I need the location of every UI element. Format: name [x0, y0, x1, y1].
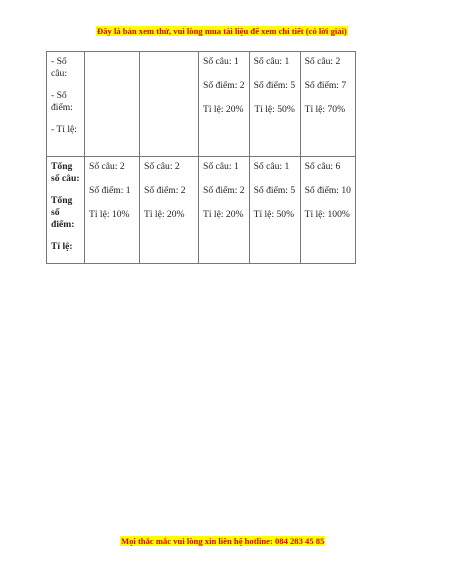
- label-tong-so-diem: Tổng số điểm:: [51, 195, 75, 230]
- header-notice: Đây là bản xem thử, vui lòng mua tài liệu để xem chi tiết (có lời giải): [97, 26, 347, 36]
- cell-ti-le: Tỉ lệ: 20%: [203, 209, 244, 220]
- cell-so-diem: Số điểm: 2: [203, 185, 245, 196]
- cell-ti-le: Tỉ lệ: 50%: [254, 104, 295, 115]
- table-cell: [140, 157, 199, 264]
- cell-so-diem: Số điểm: 2: [203, 80, 245, 91]
- cell-so-diem: Số điểm: 5: [253, 185, 296, 196]
- label-so-diem: - Số điểm:: [51, 90, 73, 113]
- table-cell: [199, 52, 250, 157]
- table-cell: [300, 52, 355, 157]
- table-cell: [300, 157, 355, 264]
- cell-ti-le: Tỉ lệ: 10%: [89, 209, 130, 220]
- cell-so-diem: Số điểm: 5: [253, 80, 296, 91]
- footer-hotline-notice: Mọi thắc mắc vui lòng xin liên hệ hotline: 084 283 45 85: [121, 536, 325, 546]
- cell-so-cau: Số câu: 1: [203, 161, 239, 172]
- cell-so-cau: Số câu: 2: [89, 161, 125, 172]
- table-cell: [199, 157, 250, 264]
- cell-so-diem: Số điểm: 10: [304, 185, 351, 196]
- cell-ti-le: Tỉ lệ: 100%: [304, 209, 350, 220]
- label-ti-le: Tỉ lệ:: [51, 241, 73, 252]
- empty-cell: [85, 52, 140, 157]
- cell-so-cau: Số câu: 2: [304, 56, 341, 67]
- row-label-cell: [47, 52, 85, 157]
- cell-so-cau: Số câu: 1: [253, 56, 290, 67]
- cell-ti-le: Tỉ lệ: 20%: [203, 104, 244, 115]
- cell-so-diem: Số điểm: 7: [304, 80, 347, 91]
- table-cell: [85, 157, 140, 264]
- cell-so-cau: Số câu: 2: [144, 161, 180, 172]
- cell-ti-le: Tỉ lệ: 70%: [304, 104, 346, 115]
- score-matrix-table: [46, 51, 356, 264]
- table-cell: [249, 52, 300, 157]
- cell-ti-le: Tỉ lệ: 50%: [253, 209, 295, 220]
- cell-so-cau: Số câu: 6: [304, 161, 341, 172]
- empty-cell: [140, 52, 199, 157]
- cell-so-cau: Số câu: 1: [203, 56, 239, 67]
- label-ti-le: - Tỉ lệ:: [51, 124, 77, 135]
- table-row: [47, 52, 356, 157]
- cell-so-diem: Số điểm: 2: [144, 185, 186, 196]
- cell-ti-le: Tỉ lệ: 20%: [144, 209, 185, 220]
- label-tong-so-cau: Tổng số câu:: [51, 161, 80, 184]
- cell-so-cau: Số câu: 1: [253, 161, 290, 172]
- label-so-cau: - Số câu:: [51, 56, 67, 79]
- table-row: [47, 157, 356, 264]
- table-cell: [249, 157, 300, 264]
- row-label-cell: [47, 157, 85, 264]
- cell-so-diem: Số điểm: 1: [89, 185, 131, 196]
